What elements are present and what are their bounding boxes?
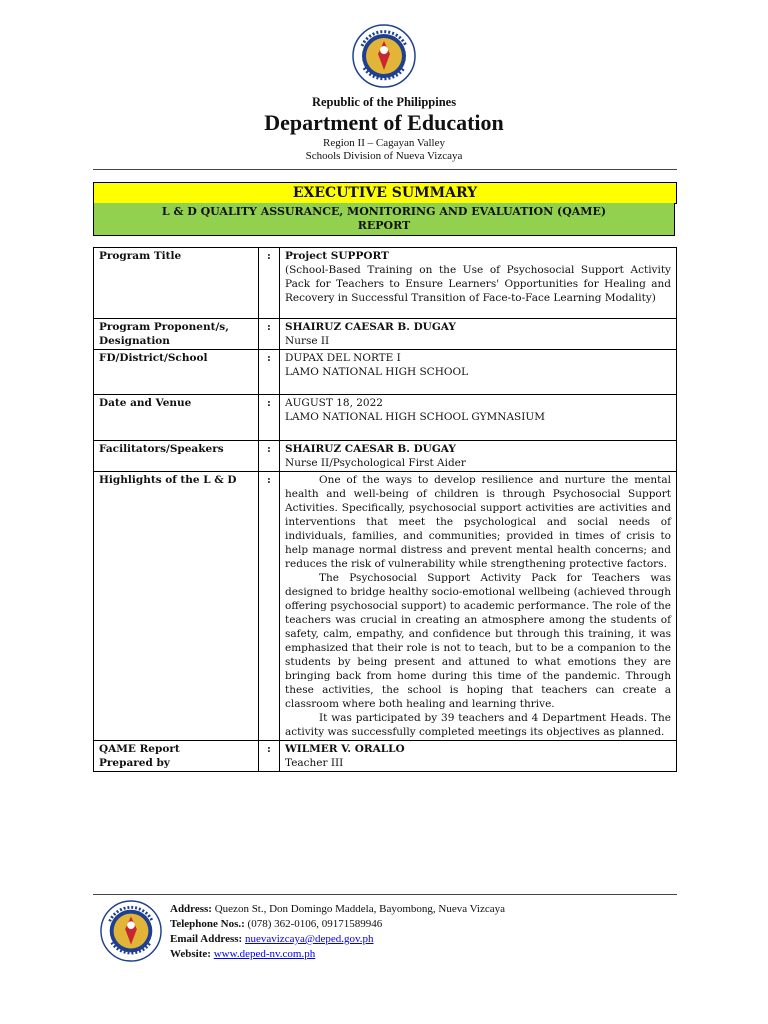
phone-value: (078) 362-0106, 09171589946 — [247, 918, 383, 930]
preparer-role: Teacher III — [285, 757, 344, 769]
proponent-name: SHAIRUZ CAESAR B. DUGAY — [285, 321, 456, 333]
event-date: AUGUST 18, 2022 — [285, 397, 383, 409]
highlights-paragraph-3: It was participated by 39 teachers and 4 Department Heads. The activity was successfully completed meetings its objectives as planned. — [285, 712, 671, 738]
email-label: Email Address: — [170, 933, 243, 945]
district-name: DUPAX DEL NORTE I — [285, 352, 401, 364]
facilitators-label: Facilitators/Speakers — [94, 441, 259, 472]
colon: : — [259, 472, 280, 741]
highlights-paragraph-2: The Psychosocial Support Activity Pack for Teachers was designed to bridge healthy socio-emotional wellbeing (achieved through offering psychosocial support) to academic performance. The role of the teachers was crucial in creating an atmosphere among the students of safety, calm, empathy, and confidence but through this training, it was emphasized that their role is not to teach, but to be a companion to the students by being present and attuned to what emotions they are bringing back from home during this time of the pandemic. Through these activities, the school is hoping that teachers can create a classroom where both healing and learning thrive. — [285, 572, 671, 710]
report-subtitle-line2: REPORT — [357, 219, 411, 232]
colon: : — [259, 741, 280, 772]
colon: : — [259, 395, 280, 441]
facilitators-value — [280, 441, 677, 472]
school-value — [280, 350, 677, 395]
proponent-label — [94, 319, 259, 350]
email-link[interactable]: nuevavizcaya@deped.gov.ph — [244, 933, 374, 945]
facilitator-role: Nurse II/Psychological First Aider — [285, 457, 466, 469]
school-label: FD/District/School — [94, 350, 259, 395]
department-heading: Department of Education — [264, 110, 504, 135]
table-row — [94, 319, 677, 350]
proponent-label-line2: Designation — [99, 335, 170, 347]
prepared-by-label — [94, 741, 259, 772]
prepared-by-value — [280, 741, 677, 772]
header-divider — [93, 169, 677, 170]
date-venue-value — [280, 395, 677, 441]
program-title-name: Project SUPPORT — [285, 250, 389, 262]
report-subtitle — [93, 203, 675, 236]
footer-email — [170, 932, 505, 947]
table-row — [94, 441, 677, 472]
footer-divider — [93, 894, 677, 895]
colon: : — [259, 441, 280, 472]
date-venue-label: Date and Venue — [94, 395, 259, 441]
prepared-by-label-line2: Prepared by — [99, 757, 170, 769]
footer-contact — [170, 902, 505, 962]
deped-footer-seal-icon — [100, 900, 162, 962]
website-link[interactable]: www.deped-nv.com.ph — [213, 948, 316, 960]
table-row — [94, 741, 677, 772]
deped-seal-icon — [352, 24, 416, 88]
colon: : — [259, 248, 280, 319]
highlights-label: Highlights of the L & D — [94, 472, 259, 741]
region-text: Region II – Cagayan Valley — [323, 137, 445, 149]
table-row — [94, 248, 677, 319]
summary-table — [93, 247, 677, 772]
prepared-by-label-line1: QAME Report — [99, 743, 180, 755]
program-title-value — [280, 248, 677, 319]
facilitator-name: SHAIRUZ CAESAR B. DUGAY — [285, 443, 456, 455]
event-venue: LAMO NATIONAL HIGH SCHOOL GYMNASIUM — [285, 411, 545, 423]
proponent-value — [280, 319, 677, 350]
footer-website — [170, 947, 505, 962]
school-name: LAMO NATIONAL HIGH SCHOOL — [285, 366, 469, 378]
address-label: Address: — [170, 903, 212, 915]
address-value: Quezon St., Don Domingo Maddela, Bayombong, Nueva Vizcaya — [214, 903, 506, 915]
table-row — [94, 395, 677, 441]
report-subtitle-line1: L & D QUALITY ASSURANCE, MONITORING AND EVALUATION (QAME) — [161, 205, 607, 218]
colon: : — [259, 350, 280, 395]
website-label: Website: — [170, 948, 211, 960]
program-title-label: Program Title — [94, 248, 259, 319]
proponent-label-line1: Program Proponent/s, — [99, 321, 229, 333]
table-row — [94, 350, 677, 395]
program-title-description: (School-Based Training on the Use of Psychosocial Support Activity Pack for Teachers to Ensure Learners' Opportunities for Healing and Recovery in Successful Transition of Face-to-Face Learning Modality) — [285, 264, 671, 304]
footer-address — [170, 902, 505, 917]
preparer-name: WILMER V. ORALLO — [285, 743, 405, 755]
highlights-paragraph-1: One of the ways to develop resilience and nurture the mental health and well-being of children is through Psychosocial Support Activities. Specifically, psychosocial support activities are activities and interventions that meet the psychological and social needs of individuals, families, and communities; provided in times of crisis to help manage normal distress and prevent mental health concerns; and reduces the risk of vulnerability while strengthening protective factors. — [285, 474, 671, 570]
republic-heading: Republic of the Philippines — [311, 95, 457, 109]
phone-label: Telephone Nos.: — [170, 918, 245, 930]
table-row — [94, 472, 677, 741]
division-text: Schools Division of Nueva Vizcaya — [305, 150, 463, 162]
executive-summary-title: EXECUTIVE SUMMARY — [93, 182, 677, 204]
colon: : — [259, 319, 280, 350]
highlights-value — [280, 472, 677, 741]
proponent-designation: Nurse II — [285, 335, 330, 347]
footer-phone — [170, 917, 505, 932]
